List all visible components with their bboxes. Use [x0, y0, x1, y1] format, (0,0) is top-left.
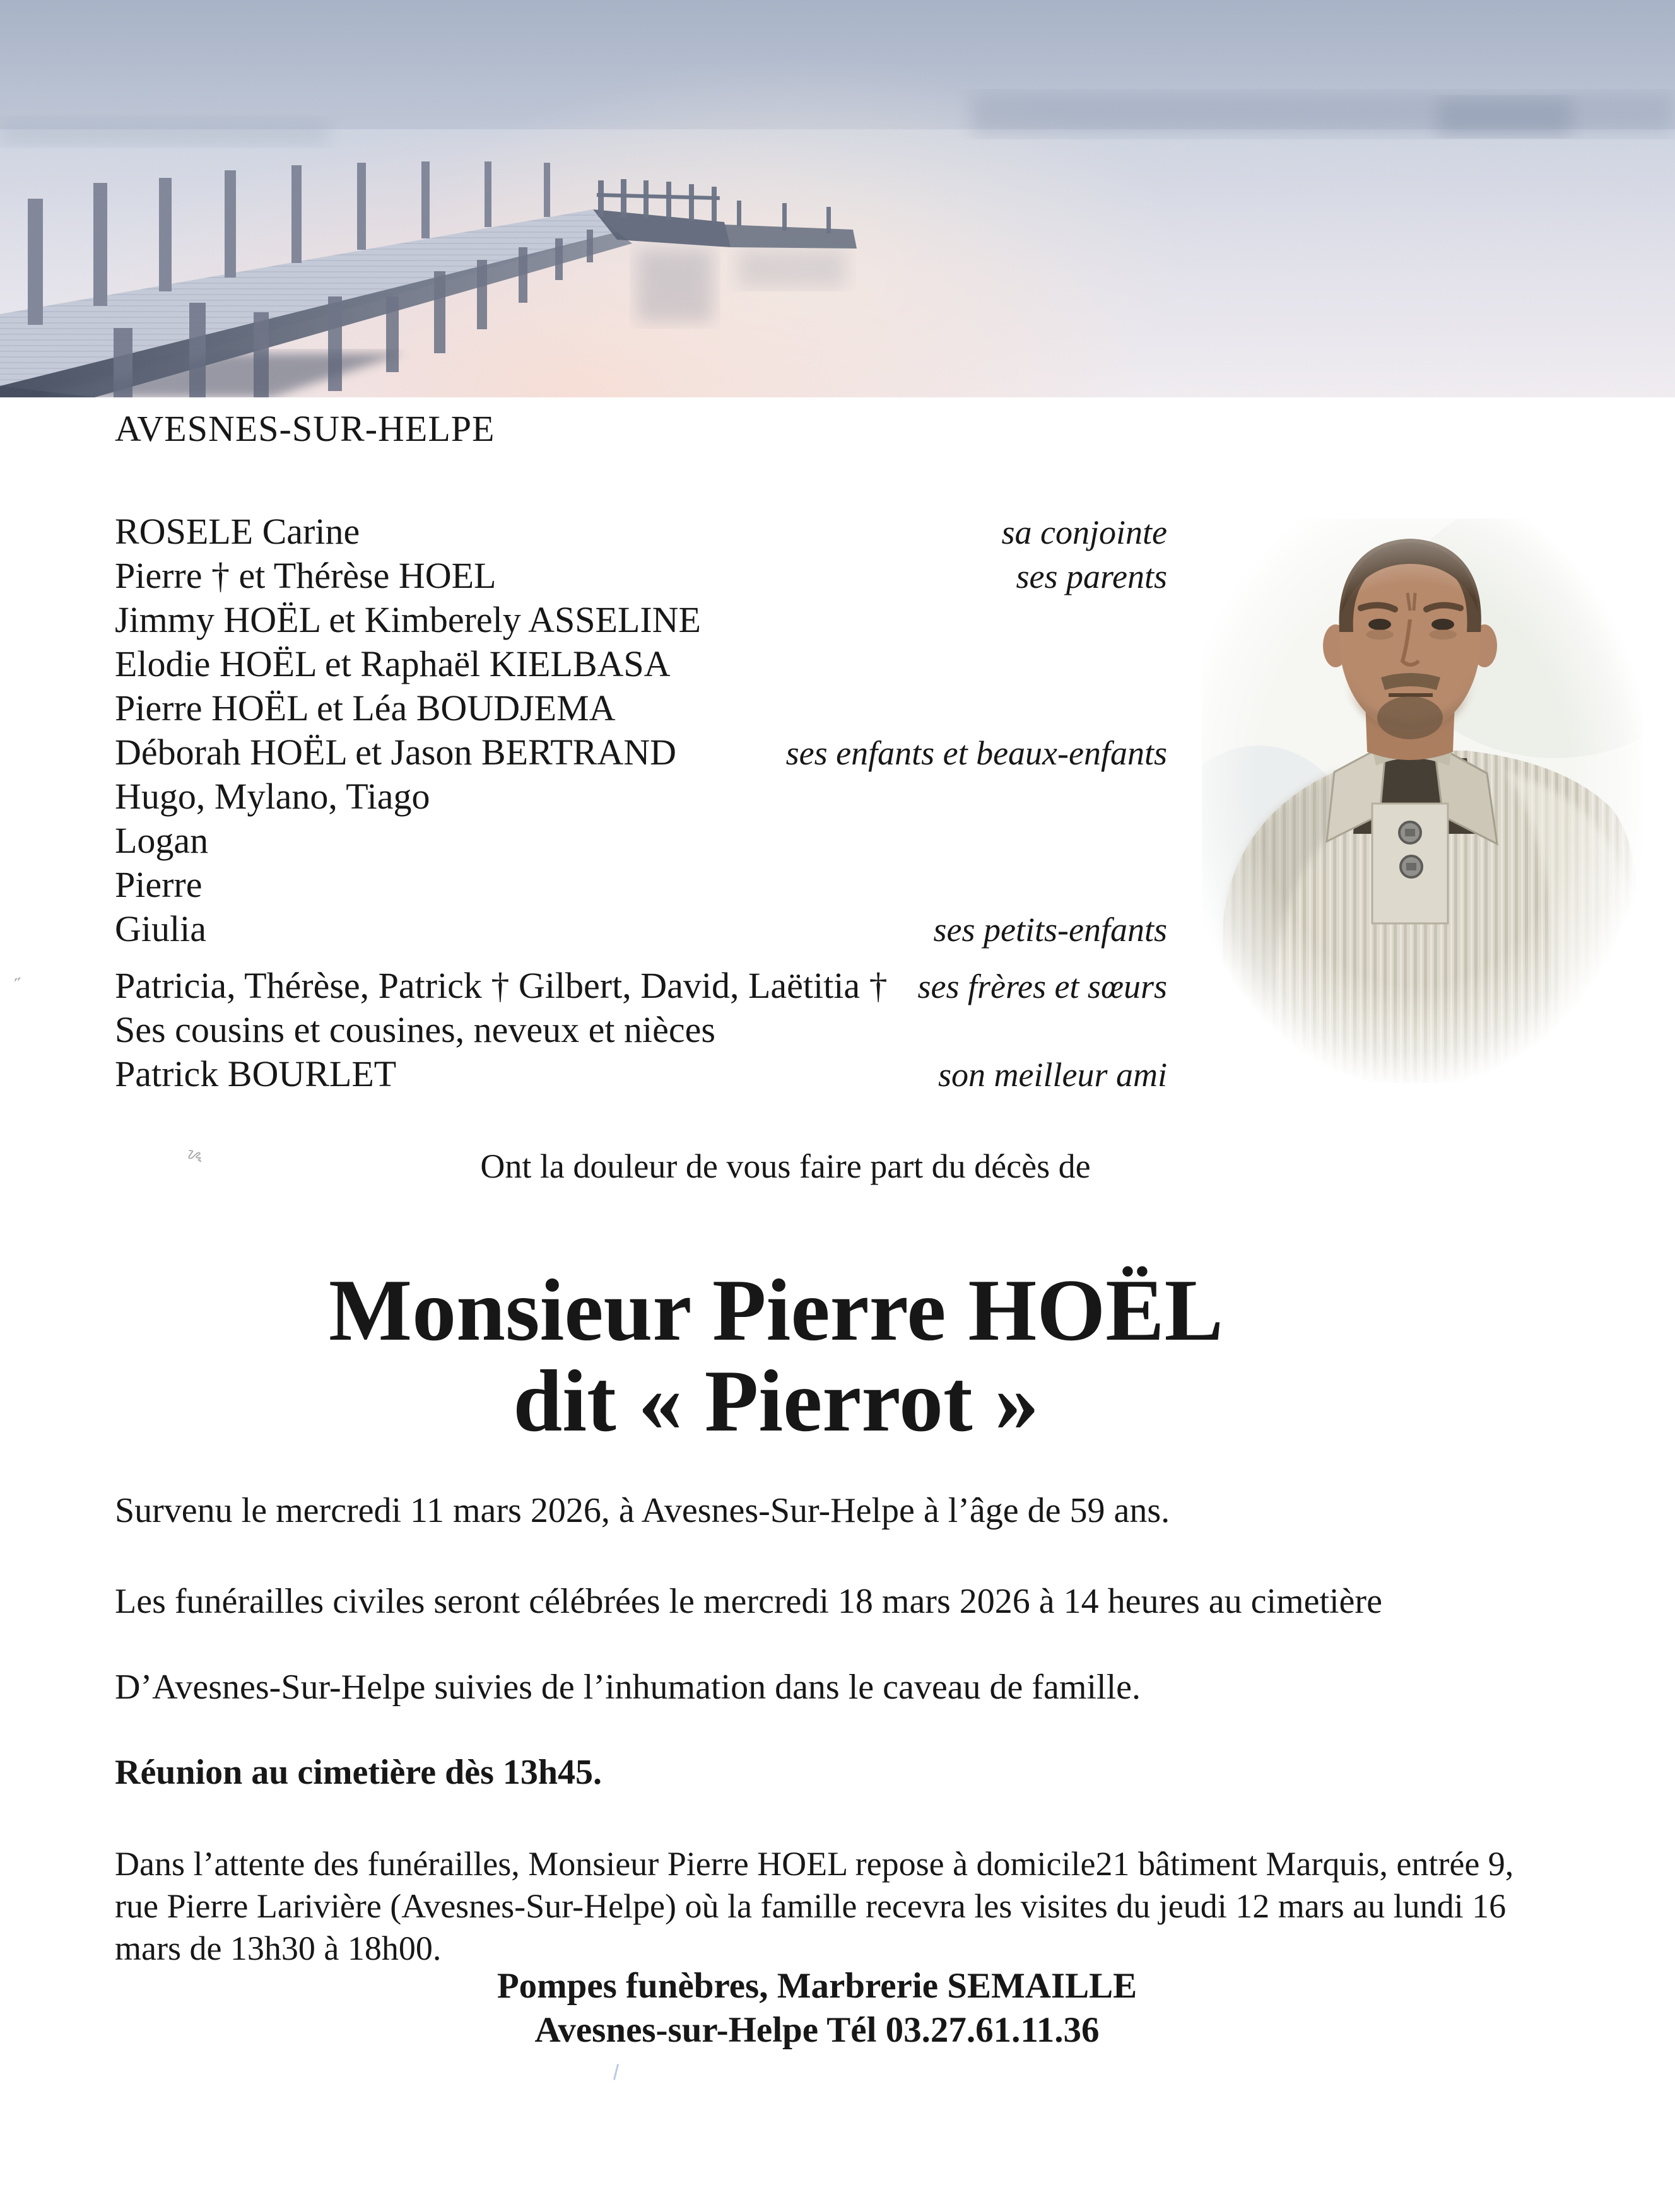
family-row [115, 1052, 1167, 1096]
family-member-name: Hugo, Mylano, Tiago [115, 776, 430, 817]
family-member-name: Elodie HOËL et Raphaël KIELBASA [115, 643, 671, 684]
family-row [115, 907, 1167, 951]
family-row [115, 510, 1167, 554]
funeral-details-line: Les funérailles civiles seront célébrées le mercredi 18 mars 2026 à 14 heures au cimetière [115, 1582, 1382, 1621]
pier-scene-illustration [0, 0, 1675, 397]
family-relation-label: ses enfants et beaux-enfants [785, 734, 1167, 772]
family-row [115, 964, 1167, 1008]
distant-tree-clump [1438, 98, 1571, 135]
family-member-name: Ses cousins et cousines, neveux et nièces [115, 1009, 715, 1050]
wake-line: rue Pierre Larivière (Avesnes-Sur-Helpe) où la famille recevra les visites du jeudi 12 mars au lundi 16 [115, 1887, 1507, 1925]
portrait-illustration [1202, 518, 1643, 1083]
family-relation-label: son meilleur ami [938, 1056, 1167, 1094]
commune-title: AVESNES-SUR-HELPE [115, 408, 495, 449]
family-member-name: Patrick BOURLET [115, 1053, 397, 1094]
family-row [115, 686, 1167, 730]
announcement-line: Ont la douleur de vous faire part du décès de [480, 1147, 1091, 1185]
family-member-name: ROSELE Carine [115, 511, 360, 552]
family-relation-label: sa conjointe [1001, 513, 1167, 551]
family-relation-label: ses frères et sœurs [917, 968, 1167, 1005]
wake-paragraph [115, 1843, 1629, 1970]
burial-details-line: D’Avesnes-Sur-Helpe suivies de l’inhumation dans le caveau de famille. [115, 1668, 1141, 1707]
family-row [115, 730, 1167, 775]
family-member-name: Jimmy HOËL et Kimberely ASSELINE [115, 599, 701, 640]
funeral-home-contact: Avesnes-sur-Helpe Tél 03.27.61.11.36 [534, 2010, 1100, 2050]
family-row [115, 1008, 1167, 1052]
right-eye [1431, 619, 1454, 630]
family-relation-label: ses parents [1016, 558, 1167, 595]
family-member-name: Giulia [115, 908, 206, 949]
family-row [115, 598, 1167, 642]
wake-line: Dans l’attente des funérailles, Monsieur Pierre HOEL repose à domicile21 bâtiment Marquis, entrée 9, [115, 1845, 1514, 1883]
scan-artifact: ᝰ [184, 1144, 207, 1167]
family-row [115, 775, 1167, 819]
family-row [115, 819, 1167, 863]
deceased-name-title: Monsieur Pierre HOËL [329, 1261, 1223, 1359]
family-row [115, 554, 1167, 598]
wake-line: mars de 13h30 à 18h00. [115, 1929, 442, 1967]
family-row [115, 863, 1167, 907]
scan-artifact: ˶ [11, 966, 23, 988]
left-horizon-haze [0, 119, 328, 145]
scan-artifact [613, 2064, 619, 2080]
funeral-home-name: Pompes funèbres, Marbrerie SEMAILLE [497, 1966, 1137, 2006]
left-eye [1368, 619, 1391, 630]
deceased-alias-title: dit « Pierrot » [513, 1352, 1039, 1450]
family-member-name: Logan [115, 820, 209, 861]
meeting-notice-bold: Réunion au cimetière dès 13h45. [115, 1753, 602, 1792]
family-list [115, 510, 1167, 1096]
deceased-portrait-photo [1202, 518, 1643, 1083]
family-member-name: Pierre [115, 864, 203, 905]
family-member-name: Pierre HOËL et Léa BOUDJEMA [115, 688, 616, 729]
goatee [1377, 696, 1443, 739]
pier-header-photo [0, 0, 1675, 397]
family-member-name: Déborah HOËL et Jason BERTRAND [115, 732, 676, 773]
death-details-line: Survenu le mercredi 11 mars 2026, à Avesnes-Sur-Helpe à l’âge de 59 ans. [115, 1491, 1170, 1530]
family-row [115, 642, 1167, 686]
family-member-name: Pierre † et Thérèse HOEL [115, 555, 497, 596]
family-relation-label: ses petits-enfants [933, 911, 1167, 949]
family-member-name: Patricia, Thérèse, Patrick † Gilbert, David, Laëtitia † [115, 965, 888, 1006]
